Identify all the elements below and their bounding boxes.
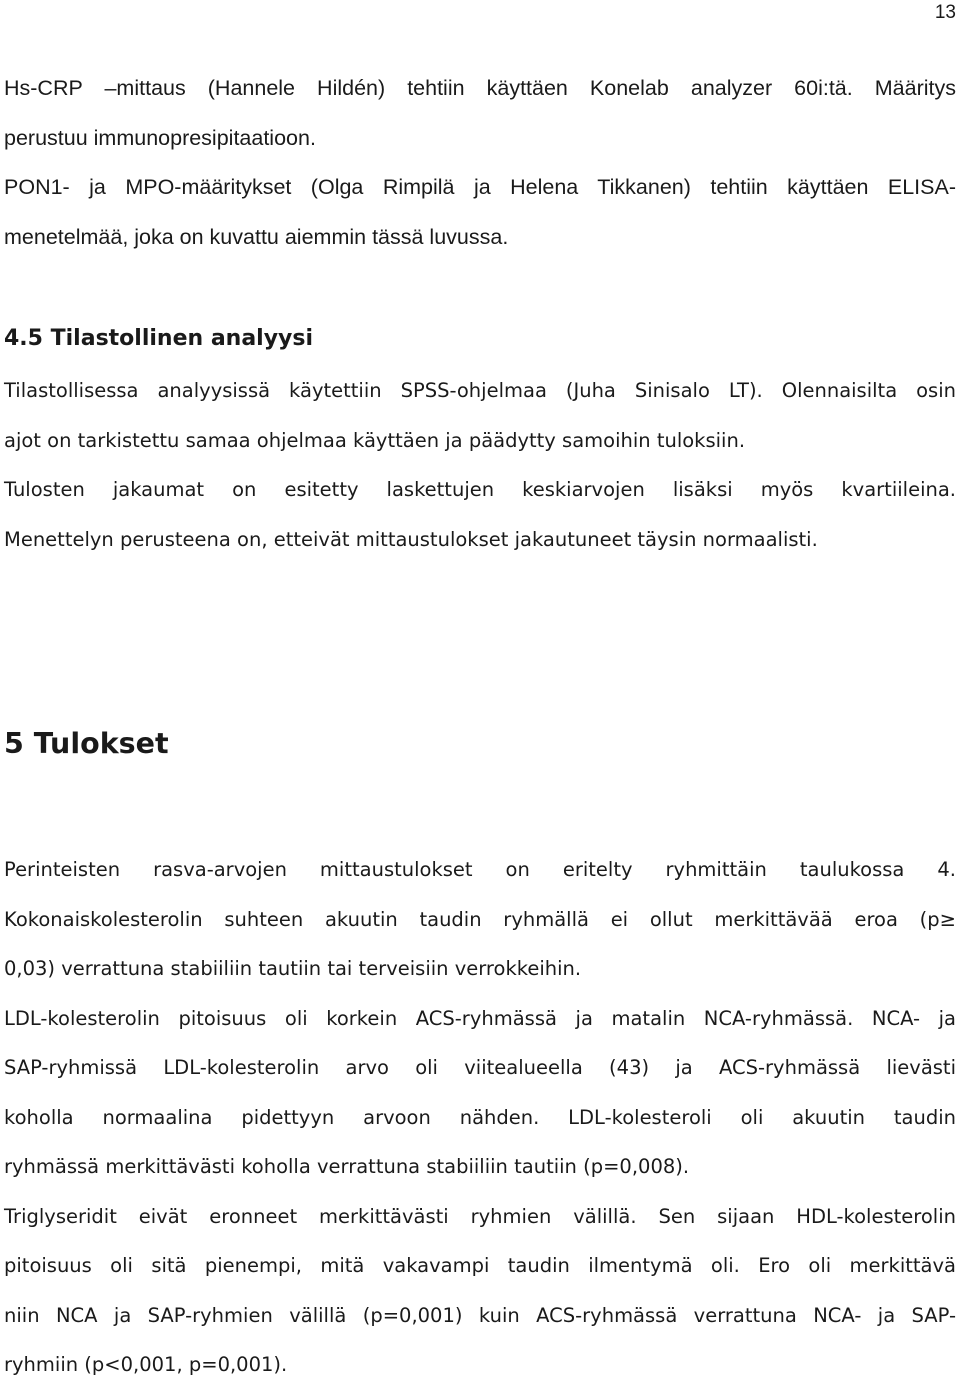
section-5-paragraph bbox=[4, 845, 956, 1390]
paragraph-line: SAP-ryhmissä LDL-kolesterolin arvo oli viitealueella (43) ja ACS-ryhmässä lievästi bbox=[4, 1056, 956, 1079]
paragraph-line: koholla normaalina pidettyyn arvoon nähden. LDL-kolesteroli oli akuutin taudin bbox=[4, 1105, 956, 1129]
intro-line: Hs-CRP –mittaus (Hannele Hildén) tehtiin käyttäen Konelab analyzer 60i:tä. Määritys bbox=[4, 76, 956, 100]
paragraph-line: ryhmässä merkittävästi koholla verrattuna stabiiliin tautiin (p=0,008). bbox=[4, 1155, 690, 1178]
section-heading-5: 5 Tulokset bbox=[4, 727, 169, 760]
intro-paragraph bbox=[4, 64, 956, 262]
paragraph-line: pitoisuus oli sitä pienempi, mitä vakavampi taudin ilmentymä oli. Ero oli merkittävä bbox=[4, 1254, 956, 1277]
paragraph-line: Perinteisten rasva-arvojen mittaustulokset on eritelty ryhmittäin taulukossa 4. bbox=[4, 858, 956, 881]
paragraph-line: Tulosten jakaumat on esitetty laskettujen keskiarvojen lisäksi myös kvartiileina. bbox=[4, 478, 956, 501]
paragraph-line: Menettelyn perusteena on, etteivät mittaustulokset jakautuneet täysin normaalisti. bbox=[4, 527, 818, 551]
paragraph-line: niin NCA ja SAP-ryhmien välillä (p=0,001) kuin ACS-ryhmässä verrattuna NCA- ja SAP- bbox=[4, 1303, 956, 1327]
page-number: 13 bbox=[934, 2, 956, 23]
paragraph-line: ryhmiin (p<0,001, p=0,001). bbox=[4, 1353, 288, 1376]
paragraph-line: Triglyseridit eivät eronneet merkittävästi ryhmien välillä. Sen sijaan HDL-kolesterolin bbox=[4, 1204, 956, 1228]
paragraph-line: LDL-kolesterolin pitoisuus oli korkein ACS-ryhmässä ja matalin NCA-ryhmässä. NCA- ja bbox=[4, 1006, 956, 1030]
intro-line: perustuu immunopresipitaatioon. bbox=[4, 125, 316, 150]
intro-line: menetelmää, joka on kuvattu aiemmin tässä luvussa. bbox=[4, 224, 509, 249]
paragraph-line: Kokonaiskolesterolin suhteen akuutin taudin ryhmällä ei ollut merkittävää eroa (p≥ bbox=[4, 907, 956, 931]
intro-line: PON1- ja MPO-määritykset (Olga Rimpilä ja Helena Tikkanen) tehtiin käyttäen ELISA- bbox=[4, 175, 956, 199]
section-heading-4-5: 4.5 Tilastollinen analyysi bbox=[4, 326, 314, 351]
paragraph-line: 0,03) verrattuna stabiiliin tautiin tai terveisiin verrokkeihin. bbox=[4, 957, 582, 980]
paragraph-line: Tilastollisessa analyysissä käytettiin SPSS-ohjelmaa (Juha Sinisalo LT). Olennaisilta osin bbox=[4, 379, 956, 402]
paragraph-line: ajot on tarkistettu samaa ohjelmaa käyttäen ja päädytty samoihin tuloksiin. bbox=[4, 428, 746, 452]
section-4-5-paragraph bbox=[4, 366, 956, 564]
